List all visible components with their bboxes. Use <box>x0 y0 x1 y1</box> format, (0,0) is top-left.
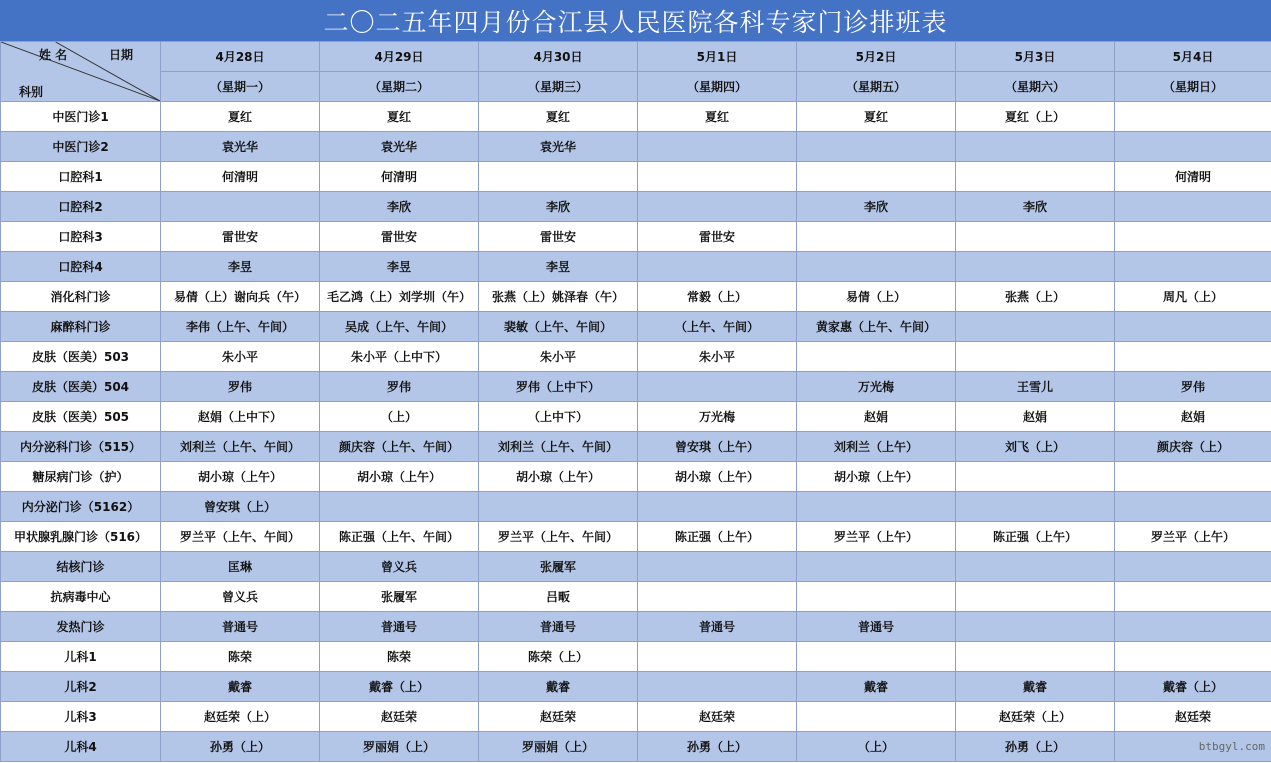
table-row <box>1 462 1271 492</box>
schedule-cell: 李昱 <box>479 252 638 282</box>
table-row <box>1 642 1271 672</box>
dept-cell: 口腔科4 <box>1 252 161 282</box>
weekday-header: （星期日） <box>1115 72 1271 102</box>
dept-cell: 口腔科3 <box>1 222 161 252</box>
schedule-cell <box>638 552 797 582</box>
schedule-cell: 颜庆容（上午、午间） <box>320 432 479 462</box>
schedule-cell <box>1115 132 1271 162</box>
schedule-cell: 陈正强（上午、午间） <box>320 522 479 552</box>
schedule-cell <box>1115 192 1271 222</box>
table-row <box>1 342 1271 372</box>
schedule-cell: 孙勇（上） <box>956 732 1115 762</box>
schedule-cell: 胡小琼（上午） <box>479 462 638 492</box>
table-row <box>1 282 1271 312</box>
schedule-cell: 赵廷荣（上） <box>956 702 1115 732</box>
table-row <box>1 702 1271 732</box>
schedule-cell: （上午、午间） <box>638 312 797 342</box>
schedule-cell: 胡小琼（上午） <box>797 462 956 492</box>
schedule-cell: 易倩（上） <box>797 282 956 312</box>
schedule-cell: 普通号 <box>320 612 479 642</box>
schedule-cell: 黄家惠（上午、午间） <box>797 312 956 342</box>
table-row <box>1 672 1271 702</box>
schedule-cell: 张履军 <box>320 582 479 612</box>
schedule-cell: 赵廷荣 <box>638 702 797 732</box>
schedule-cell <box>638 192 797 222</box>
schedule-cell: 李欣 <box>320 192 479 222</box>
schedule-cell: 陈荣 <box>161 642 320 672</box>
schedule-cell: 李欣 <box>797 192 956 222</box>
schedule-cell <box>638 492 797 522</box>
schedule-cell <box>1115 222 1271 252</box>
schedule-cell: 戴睿（上） <box>320 672 479 702</box>
schedule-cell <box>956 492 1115 522</box>
schedule-cell <box>797 252 956 282</box>
dept-cell: 儿科2 <box>1 672 161 702</box>
schedule-cell <box>638 582 797 612</box>
schedule-cell: 刘利兰（上午） <box>797 432 956 462</box>
corner-date-label: 日期 <box>109 48 134 62</box>
dept-cell: 皮肤（医美）503 <box>1 342 161 372</box>
schedule-cell: 夏红 <box>320 102 479 132</box>
schedule-cell: 普通号 <box>797 612 956 642</box>
table-row <box>1 222 1271 252</box>
schedule-cell: 戴睿 <box>161 672 320 702</box>
page-title: 二〇二五年四月份合江县人民医院各科专家门诊排班表 <box>323 7 948 37</box>
schedule-cell: 曾义兵 <box>161 582 320 612</box>
dept-cell: 口腔科2 <box>1 192 161 222</box>
table-row <box>1 162 1271 192</box>
date-header: 5月2日 <box>797 42 956 72</box>
schedule-cell: 李欣 <box>479 192 638 222</box>
date-header: 5月1日 <box>638 42 797 72</box>
schedule-cell: 何清明 <box>320 162 479 192</box>
weekday-header: （星期二） <box>320 72 479 102</box>
schedule-cell: 曾安琪（上午） <box>638 432 797 462</box>
schedule-cell: 陈荣 <box>320 642 479 672</box>
schedule-cell: 毛乙鸿（上）刘学圳（午） <box>320 282 479 312</box>
schedule-cell <box>956 162 1115 192</box>
schedule-cell: 裴敏（上午、午间） <box>479 312 638 342</box>
schedule-cell: 雷世安 <box>638 222 797 252</box>
schedule-cell: 常毅（上） <box>638 282 797 312</box>
schedule-cell: 戴睿 <box>956 672 1115 702</box>
weekday-header: （星期五） <box>797 72 956 102</box>
schedule-cell <box>797 222 956 252</box>
date-header: 4月30日 <box>479 42 638 72</box>
schedule-cell <box>956 582 1115 612</box>
schedule-cell: 罗伟 <box>320 372 479 402</box>
date-header: 5月3日 <box>956 42 1115 72</box>
schedule-cell: 朱小平 <box>638 342 797 372</box>
schedule-cell <box>638 132 797 162</box>
table-row <box>1 612 1271 642</box>
schedule-cell: 吴成（上午、午间） <box>320 312 479 342</box>
table-row <box>1 552 1271 582</box>
schedule-cell: 赵娟 <box>956 402 1115 432</box>
schedule-cell <box>797 552 956 582</box>
header-row-weekdays <box>1 72 1271 102</box>
schedule-cell: 罗兰平（上午） <box>1115 522 1271 552</box>
table-row <box>1 402 1271 432</box>
schedule-cell <box>797 642 956 672</box>
schedule-cell <box>956 312 1115 342</box>
schedule-cell: 赵娟 <box>797 402 956 432</box>
schedule-cell: 王雪儿 <box>956 372 1115 402</box>
schedule-cell: 李昱 <box>320 252 479 282</box>
schedule-cell <box>479 162 638 192</box>
schedule-cell: 曾安琪（上） <box>161 492 320 522</box>
corner-dept-label: 科别 <box>19 85 44 99</box>
schedule-cell <box>956 252 1115 282</box>
schedule-cell: 何清明 <box>1115 162 1271 192</box>
schedule-cell: （上） <box>320 402 479 432</box>
schedule-cell: 张燕（上）姚泽春（午） <box>479 282 638 312</box>
schedule-cell: 罗伟 <box>1115 372 1271 402</box>
schedule-cell <box>956 342 1115 372</box>
schedule-cell: 罗丽娟（上） <box>320 732 479 762</box>
schedule-cell: 雷世安 <box>320 222 479 252</box>
schedule-cell: 周凡（上） <box>1115 282 1271 312</box>
dept-cell: 口腔科1 <box>1 162 161 192</box>
schedule-cell: 普通号 <box>479 612 638 642</box>
schedule-cell: 刘利兰（上午、午间） <box>161 432 320 462</box>
dept-cell: 麻醉科门诊 <box>1 312 161 342</box>
dept-cell: 皮肤（医美）505 <box>1 402 161 432</box>
weekday-header: （星期四） <box>638 72 797 102</box>
table-row <box>1 492 1271 522</box>
schedule-cell <box>1115 582 1271 612</box>
table-row <box>1 432 1271 462</box>
schedule-cell: 易倩（上）谢向兵（午） <box>161 282 320 312</box>
schedule-cell: 李昱 <box>161 252 320 282</box>
schedule-cell: 曾义兵 <box>320 552 479 582</box>
dept-cell: 内分泌科门诊（515） <box>1 432 161 462</box>
dept-cell: 结核门诊 <box>1 552 161 582</box>
schedule-cell: 赵娟（上中下） <box>161 402 320 432</box>
dept-cell: 皮肤（医美）504 <box>1 372 161 402</box>
schedule-cell <box>797 162 956 192</box>
schedule-cell: 戴睿 <box>479 672 638 702</box>
schedule-cell <box>1115 462 1271 492</box>
schedule-cell <box>638 372 797 402</box>
corner-cell <box>1 42 161 102</box>
schedule-cell <box>1115 342 1271 372</box>
schedule-cell: 吕畈 <box>479 582 638 612</box>
table-row <box>1 582 1271 612</box>
schedule-cell: 胡小琼（上午） <box>161 462 320 492</box>
schedule-cell: 普通号 <box>161 612 320 642</box>
date-header: 4月29日 <box>320 42 479 72</box>
schedule-cell: 夏红 <box>161 102 320 132</box>
table-row <box>1 252 1271 282</box>
weekday-header: （星期六） <box>956 72 1115 102</box>
weekday-header: （星期三） <box>479 72 638 102</box>
schedule-cell: 刘飞（上） <box>956 432 1115 462</box>
schedule-cell: 雷世安 <box>161 222 320 252</box>
schedule-cell <box>638 672 797 702</box>
table-row <box>1 522 1271 552</box>
date-header: 5月4日 <box>1115 42 1271 72</box>
schedule-cell: 李欣 <box>956 192 1115 222</box>
schedule-cell: 匡琳 <box>161 552 320 582</box>
schedule-cell: 罗伟 <box>161 372 320 402</box>
schedule-cell: 朱小平 <box>161 342 320 372</box>
weekday-header: （星期一） <box>161 72 320 102</box>
schedule-cell: 罗丽娟（上） <box>479 732 638 762</box>
schedule-cell: 夏红 <box>479 102 638 132</box>
dept-cell: 中医门诊2 <box>1 132 161 162</box>
schedule-cell <box>1115 642 1271 672</box>
schedule-cell <box>797 492 956 522</box>
schedule-cell: 赵廷荣 <box>1115 702 1271 732</box>
dept-cell: 糖尿病门诊（护） <box>1 462 161 492</box>
schedule-cell: 赵廷荣 <box>479 702 638 732</box>
table-row <box>1 102 1271 132</box>
schedule-cell: 万光梅 <box>638 402 797 432</box>
schedule-cell <box>797 702 956 732</box>
schedule-cell <box>479 492 638 522</box>
dept-cell: 内分泌门诊（5162） <box>1 492 161 522</box>
schedule-cell <box>797 342 956 372</box>
schedule-cell: 朱小平（上中下） <box>320 342 479 372</box>
schedule-cell: 罗伟（上中下） <box>479 372 638 402</box>
schedule-cell: 万光梅 <box>797 372 956 402</box>
schedule-cell <box>1115 312 1271 342</box>
schedule-cell: 朱小平 <box>479 342 638 372</box>
schedule-cell: 夏红（上） <box>956 102 1115 132</box>
schedule-cell <box>956 132 1115 162</box>
schedule-cell: 赵廷荣（上） <box>161 702 320 732</box>
schedule-cell: 陈正强（上午） <box>956 522 1115 552</box>
schedule-cell: 罗兰平（上午） <box>797 522 956 552</box>
schedule-cell: 普通号 <box>638 612 797 642</box>
dept-cell: 发热门诊 <box>1 612 161 642</box>
schedule-cell: 陈正强（上午） <box>638 522 797 552</box>
schedule-cell <box>1115 612 1271 642</box>
schedule-cell: 戴睿（上） <box>1115 672 1271 702</box>
schedule-cell: 赵娟 <box>1115 402 1271 432</box>
schedule-cell: 刘利兰（上午、午间） <box>479 432 638 462</box>
schedule-cell: 胡小琼（上午） <box>638 462 797 492</box>
schedule-cell <box>797 582 956 612</box>
title-bar <box>0 0 1271 42</box>
table-row <box>1 132 1271 162</box>
table-row <box>1 192 1271 222</box>
schedule-cell: 袁光华 <box>320 132 479 162</box>
schedule-cell <box>161 192 320 222</box>
schedule-cell: 赵廷荣 <box>320 702 479 732</box>
schedule-cell: （上中下） <box>479 402 638 432</box>
schedule-cell <box>1115 102 1271 132</box>
dept-cell: 甲状腺乳腺门诊（516） <box>1 522 161 552</box>
date-header: 4月28日 <box>161 42 320 72</box>
schedule-cell: 戴睿 <box>797 672 956 702</box>
schedule-cell: 夏红 <box>638 102 797 132</box>
schedule-cell: 夏红 <box>797 102 956 132</box>
schedule-cell <box>956 462 1115 492</box>
schedule-cell <box>1115 552 1271 582</box>
corner-name-label: 姓 名 <box>39 48 68 62</box>
schedule-cell: 孙勇（上） <box>161 732 320 762</box>
schedule-cell <box>956 222 1115 252</box>
schedule-cell: 袁光华 <box>161 132 320 162</box>
schedule-cell <box>1115 252 1271 282</box>
schedule-cell: （上） <box>797 732 956 762</box>
schedule-cell <box>956 642 1115 672</box>
schedule-cell: 陈荣（上） <box>479 642 638 672</box>
dept-cell: 儿科3 <box>1 702 161 732</box>
schedule-cell: 雷世安 <box>479 222 638 252</box>
schedule-cell: 袁光华 <box>479 132 638 162</box>
schedule-cell: 罗兰平（上午、午间） <box>479 522 638 552</box>
schedule-cell <box>956 552 1115 582</box>
dept-cell: 儿科1 <box>1 642 161 672</box>
dept-cell: 中医门诊1 <box>1 102 161 132</box>
schedule-cell <box>638 642 797 672</box>
schedule-cell <box>638 252 797 282</box>
schedule-cell <box>1115 492 1271 522</box>
schedule-table <box>0 41 1271 762</box>
schedule-cell: 何清明 <box>161 162 320 192</box>
table-row <box>1 312 1271 342</box>
schedule-cell: 罗兰平（上午、午间） <box>161 522 320 552</box>
dept-cell: 抗病毒中心 <box>1 582 161 612</box>
schedule-cell <box>320 492 479 522</box>
dept-cell: 消化科门诊 <box>1 282 161 312</box>
schedule-cell <box>956 612 1115 642</box>
watermark: btbgyl.com <box>1198 740 1265 753</box>
schedule-cell: 李伟（上午、午间） <box>161 312 320 342</box>
schedule-cell: 张履军 <box>479 552 638 582</box>
dept-cell: 儿科4 <box>1 732 161 762</box>
schedule-cell: 张燕（上） <box>956 282 1115 312</box>
header-row-dates <box>1 42 1271 72</box>
table-row <box>1 372 1271 402</box>
schedule-cell <box>797 132 956 162</box>
table-row <box>1 732 1271 762</box>
schedule-cell: 胡小琼（上午） <box>320 462 479 492</box>
schedule-cell: 孙勇（上） <box>638 732 797 762</box>
schedule-cell: 颜庆容（上） <box>1115 432 1271 462</box>
schedule-cell <box>638 162 797 192</box>
